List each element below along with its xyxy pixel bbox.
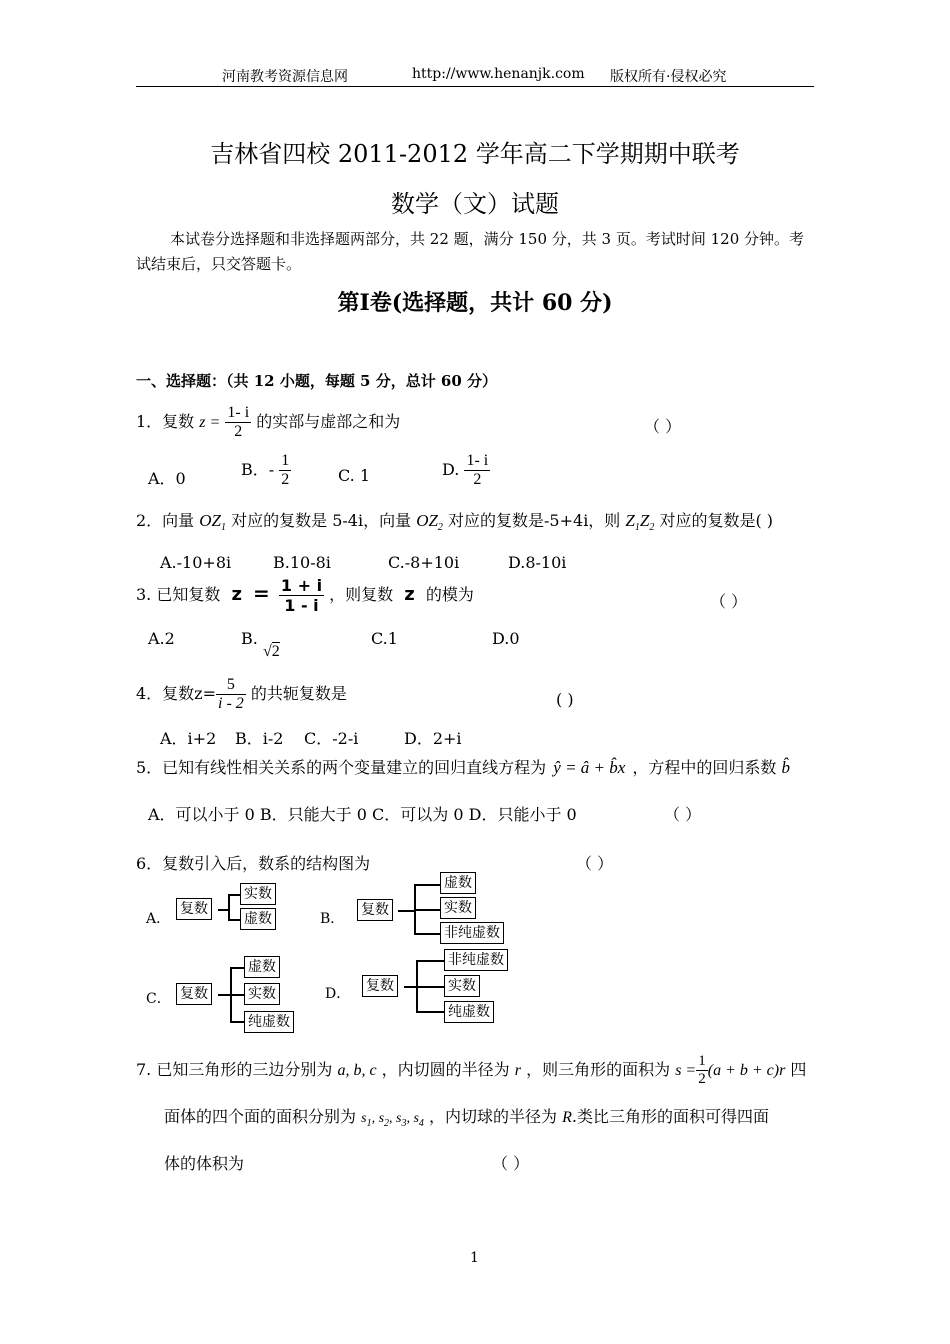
q5-options: A．可以小于 0 B．只能大于 0 C．可以为 0 D．只能小于 0 bbox=[148, 805, 577, 824]
q4-fraction bbox=[216, 676, 246, 713]
q7-s2: s bbox=[378, 1111, 385, 1126]
diagram-a-stem bbox=[218, 909, 228, 911]
q3-fraction bbox=[279, 576, 324, 615]
q7-s3: s bbox=[396, 1111, 402, 1126]
diagram-c-branch-3 bbox=[230, 1021, 244, 1023]
q1-num: 1- i bbox=[227, 404, 250, 421]
q5-post: ，方程中的回归系数 bbox=[632, 758, 777, 777]
intro-line2: 试结束后，只交答题卡。 bbox=[136, 255, 302, 273]
diagram-c-shishu: 实数 bbox=[244, 983, 280, 1005]
q2-post: 对应的复数是( ) bbox=[659, 511, 774, 530]
q3-pre: 3. 已知复数 bbox=[136, 585, 221, 604]
header-rights: 版权所有·侵权必究 bbox=[610, 69, 727, 85]
q7-tail: 四 bbox=[790, 1060, 807, 1079]
q7-line2c: .类比三角形的面积可得四面 bbox=[571, 1107, 769, 1126]
q1-b-label: B．- bbox=[241, 460, 275, 479]
q2-s3a: 1 bbox=[634, 522, 640, 533]
q2-vec3 bbox=[625, 511, 655, 533]
q2-v1: OZ bbox=[199, 511, 222, 530]
question-7 bbox=[136, 1053, 806, 1088]
q7-areas: $s_1$, $s_2$, $s_3$, $s_4$ bbox=[361, 1111, 424, 1129]
diagram-c-branch-1 bbox=[230, 967, 244, 969]
q3-option-a: A.2 bbox=[148, 629, 175, 648]
diagram-d-fushu: 复数 bbox=[362, 975, 398, 997]
q7-num: 1 bbox=[698, 1053, 706, 1069]
diagram-d-chunxushu: 纯虚数 bbox=[444, 1001, 494, 1023]
diagram-c-chunxushu: 纯虚数 bbox=[244, 1011, 294, 1033]
q3-num: 1 + i bbox=[280, 576, 323, 595]
diagram-d-stem bbox=[404, 986, 416, 988]
q2-s1: 1 bbox=[221, 522, 227, 533]
q2-vec1 bbox=[199, 511, 227, 533]
q3-mid: ，则复数 bbox=[329, 585, 394, 604]
q7-s: s = bbox=[675, 1062, 697, 1079]
q3-b-val: 2 bbox=[271, 643, 280, 660]
header-url: http://www.henanjk.com bbox=[412, 66, 585, 82]
diagram-b-branch-3 bbox=[414, 933, 440, 935]
diagram-c-fushu: 复数 bbox=[176, 983, 212, 1005]
q7-i2: 2 bbox=[384, 1118, 390, 1129]
q7-paren: （ ） bbox=[492, 1154, 530, 1173]
diagram-b-branch-1 bbox=[414, 884, 440, 886]
q7-line3: 体的体积为 bbox=[164, 1154, 245, 1173]
q5-pre: 5．已知有线性相关关系的两个变量建立的回归直线方程为 bbox=[136, 758, 547, 777]
question-1 bbox=[136, 404, 400, 441]
diagram-a-xushu: 虚数 bbox=[240, 908, 276, 930]
q2-s3b: 2 bbox=[649, 522, 655, 533]
q7-line2b: ，内切球的半径为 bbox=[429, 1107, 558, 1126]
q4-option-d: D．2+i bbox=[404, 729, 462, 748]
q1-d-fraction bbox=[464, 452, 490, 489]
diagram-b-stem bbox=[398, 910, 414, 912]
q3-option-c: C.1 bbox=[371, 629, 398, 648]
q2-pre: 2．向量 bbox=[136, 511, 195, 530]
q1-post: 的实部与虚部之和为 bbox=[256, 412, 401, 431]
q1-paren: （ ） bbox=[644, 417, 682, 436]
q2-mid1: 对应的复数是 5-4i，向量 bbox=[231, 511, 412, 530]
q4-option-a: A．i+2 bbox=[160, 729, 217, 748]
q5-paren: （ ） bbox=[664, 805, 702, 824]
q7-mid1: ，内切圆的半径为 bbox=[381, 1060, 510, 1079]
diagram-a-branch-bottom bbox=[228, 919, 240, 921]
diagram-a-branch bbox=[228, 894, 230, 920]
q3-z2: z bbox=[404, 584, 415, 605]
q7-pre: 7. 已知三角形的三边分别为 bbox=[136, 1060, 333, 1079]
diagram-b-fushu: 复数 bbox=[357, 899, 393, 921]
question-3 bbox=[136, 576, 474, 615]
diagram-b-branch-2 bbox=[414, 909, 440, 911]
q7-fraction bbox=[696, 1053, 708, 1088]
q1-option-c: C. 1 bbox=[338, 466, 371, 485]
q3-b-sqrt: √2 bbox=[262, 643, 280, 660]
q7-i3: 3 bbox=[401, 1118, 407, 1129]
q3-paren: （ ） bbox=[710, 592, 748, 611]
q3-post: 的模为 bbox=[425, 585, 474, 604]
diagram-d-branch-3 bbox=[416, 1011, 444, 1013]
diagram-c-stem bbox=[218, 994, 230, 996]
q3-option-b bbox=[241, 629, 280, 660]
q3-eq: = bbox=[253, 581, 270, 605]
q3-z: z bbox=[231, 584, 242, 605]
q7-R: R bbox=[562, 1109, 572, 1126]
q5-eq: ŷ = â + b̂x bbox=[553, 758, 626, 777]
q1-b-fraction bbox=[279, 452, 291, 489]
diagram-d-shishu: 实数 bbox=[444, 975, 480, 997]
diagram-c-branch-2 bbox=[230, 994, 244, 996]
diagram-c-xushu: 虚数 bbox=[244, 956, 280, 978]
q2-option-a: A.-10+8i bbox=[160, 553, 232, 572]
q1-option-a: A．0 bbox=[148, 469, 186, 488]
q2-option-d: D.8-10i bbox=[508, 553, 567, 572]
exam-subtitle: 数学（文）试题 bbox=[391, 190, 559, 218]
diagram-d-branch-2 bbox=[416, 986, 444, 988]
q7-abc: a, b, c bbox=[337, 1062, 377, 1079]
q1-b-num: 1 bbox=[281, 452, 290, 469]
q3-den: 1 - i bbox=[284, 596, 319, 615]
q1-option-b bbox=[241, 452, 291, 489]
q1-den: 2 bbox=[234, 423, 243, 440]
q2-v2: OZ bbox=[416, 511, 438, 530]
diagram-a-branch-top bbox=[228, 894, 240, 896]
header-site: 河南教考资源信息网 bbox=[222, 69, 348, 85]
diagram-b-shishu: 实数 bbox=[440, 897, 476, 919]
section1-heading: 一、选择题：（共 12 小题，每题 5 分，总计 60 分） bbox=[136, 372, 498, 390]
part1-heading: 第Ⅰ卷(选择题，共计 60 分) bbox=[337, 290, 613, 316]
intro-line1: 本试卷分选择题和非选择题两部分，共 22 题，满分 150 分，共 3 页。考试时间 120 分钟。考 bbox=[170, 230, 805, 248]
q3-b-label: B. bbox=[241, 629, 258, 648]
q4-num: 5 bbox=[216, 676, 246, 695]
q7-line2a: 面体的四个面的面积分别为 bbox=[164, 1107, 357, 1126]
q1-d-num: 1- i bbox=[466, 452, 489, 469]
diagram-a-shishu: 实数 bbox=[240, 883, 276, 905]
q4-pre: 4．复数z= bbox=[136, 684, 217, 703]
exam-title: 吉林省四校 2011-2012 学年高二下学期期中联考 bbox=[210, 140, 740, 168]
q4-post: 的共轭复数是 bbox=[250, 684, 347, 703]
page-number: 1 bbox=[470, 1250, 479, 1266]
q7-mid2: ，则三角形的面积为 bbox=[526, 1060, 671, 1079]
q2-s2: 2 bbox=[437, 522, 443, 533]
q7-expr: (a + b + c)r bbox=[707, 1062, 786, 1079]
q2-mid2: 对应的复数是-5+4i，则 bbox=[448, 511, 621, 530]
question-6: 6．复数引入后，数系的结构图为 bbox=[136, 854, 371, 873]
q7-s1: s bbox=[361, 1111, 367, 1126]
diagram-d-branch-1 bbox=[416, 960, 444, 962]
diagram-a-fushu: 复数 bbox=[176, 898, 212, 920]
question-5 bbox=[136, 755, 790, 778]
q3-option-d: D.0 bbox=[492, 629, 520, 648]
q4-option-b: B．i-2 bbox=[235, 729, 284, 748]
question-2 bbox=[136, 508, 773, 533]
q7-i1: 1 bbox=[366, 1118, 372, 1129]
q7-den: 2 bbox=[698, 1071, 706, 1087]
q2-option-b: B.10-8i bbox=[273, 553, 331, 572]
q6-paren: （ ） bbox=[576, 854, 614, 873]
q1-d-den: 2 bbox=[473, 471, 482, 488]
q7-s4: s bbox=[413, 1111, 419, 1126]
q6-label-b: B． bbox=[320, 911, 345, 927]
q7-i4: 4 bbox=[418, 1118, 424, 1129]
q1-pre: 1．复数 bbox=[136, 412, 195, 431]
q5-coef: b̂ bbox=[781, 758, 791, 777]
q4-option-c: C．-2-i bbox=[304, 729, 359, 748]
q2-v3b: Z bbox=[639, 511, 650, 530]
q7-line2 bbox=[164, 1104, 769, 1129]
q2-option-c: C.-8+10i bbox=[388, 553, 460, 572]
q1-d-label: D. bbox=[442, 460, 460, 479]
diagram-b-xushu: 虚数 bbox=[440, 872, 476, 894]
q6-label-c: C． bbox=[146, 991, 171, 1007]
header-rule bbox=[136, 86, 814, 87]
q1-var: z = bbox=[199, 414, 221, 431]
q1-fraction bbox=[225, 404, 251, 441]
q7-r: r bbox=[514, 1062, 521, 1079]
q1-b-den: 2 bbox=[281, 471, 290, 488]
q6-label-a: A． bbox=[146, 911, 171, 927]
diagram-d-feichunxushu: 非纯虚数 bbox=[444, 949, 508, 971]
q2-v3a: Z bbox=[625, 511, 635, 530]
q4-paren: ( ) bbox=[556, 690, 574, 709]
diagram-b-feichunxushu: 非纯虚数 bbox=[440, 922, 504, 944]
question-4 bbox=[136, 676, 347, 713]
q1-option-d bbox=[442, 452, 490, 489]
q2-vec2 bbox=[416, 511, 443, 533]
q6-label-d: D． bbox=[325, 986, 351, 1002]
q4-den: i - 2 bbox=[218, 695, 244, 712]
